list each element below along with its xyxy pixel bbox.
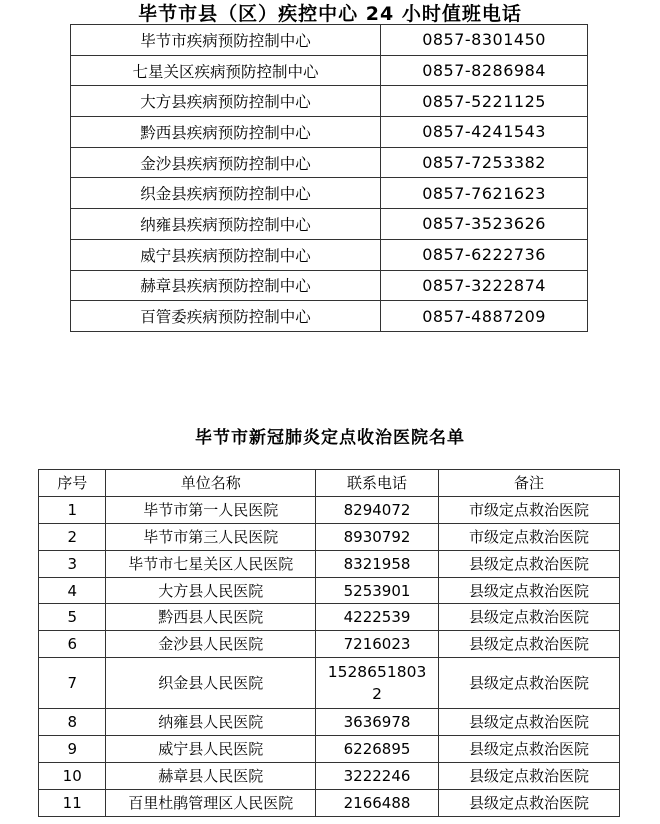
table-row <box>39 604 620 631</box>
row-note: 县级定点救治医院 <box>438 604 619 631</box>
cdc-phone: 0857-7621623 <box>381 178 588 209</box>
row-phone: 8930792 <box>316 523 439 550</box>
row-phone: 7216023 <box>316 631 439 658</box>
cdc-name: 七星关区疾病预防控制中心 <box>71 55 381 86</box>
header-unit: 单位名称 <box>106 470 316 497</box>
row-note: 县级定点救治医院 <box>438 709 619 736</box>
row-unit: 金沙县人民医院 <box>106 631 316 658</box>
row-phone: 5253901 <box>316 577 439 604</box>
table-row <box>39 709 620 736</box>
cdc-name: 大方县疾病预防控制中心 <box>71 86 381 117</box>
table-row <box>39 763 620 790</box>
row-unit: 织金县人民医院 <box>106 658 316 709</box>
row-note: 县级定点救治医院 <box>438 763 619 790</box>
row-phone: 4222539 <box>316 604 439 631</box>
cdc-phone: 0857-3222874 <box>381 270 588 301</box>
row-no: 10 <box>39 763 106 790</box>
cdc-name: 威宁县疾病预防控制中心 <box>71 239 381 270</box>
row-note: 县级定点救治医院 <box>438 658 619 709</box>
row-phone: 2166488 <box>316 789 439 816</box>
row-note: 县级定点救治医院 <box>438 631 619 658</box>
table-row <box>39 631 620 658</box>
row-note: 市级定点救治医院 <box>438 523 619 550</box>
table-row <box>71 239 588 270</box>
row-no: 8 <box>39 709 106 736</box>
row-no: 9 <box>39 736 106 763</box>
cdc-name: 毕节市疾病预防控制中心 <box>71 25 381 56</box>
table-row <box>39 523 620 550</box>
row-unit: 毕节市第一人民医院 <box>106 496 316 523</box>
table-row <box>39 496 620 523</box>
row-no: 1 <box>39 496 106 523</box>
row-no: 2 <box>39 523 106 550</box>
table-header-row <box>39 470 620 497</box>
row-unit: 威宁县人民医院 <box>106 736 316 763</box>
table-row <box>39 736 620 763</box>
cdc-phone: 0857-7253382 <box>381 147 588 178</box>
row-no: 7 <box>39 658 106 709</box>
row-unit: 纳雍县人民医院 <box>106 709 316 736</box>
row-phone <box>316 658 439 709</box>
row-phone: 8294072 <box>316 496 439 523</box>
row-unit: 毕节市七星关区人民医院 <box>106 550 316 577</box>
row-phone: 6226895 <box>316 736 439 763</box>
row-phone: 8321958 <box>316 550 439 577</box>
cdc-name: 纳雍县疾病预防控制中心 <box>71 209 381 240</box>
cdc-phone: 0857-3523626 <box>381 209 588 240</box>
cdc-hotline-title: 毕节市县（区）疾控中心 24 小时值班电话 <box>138 3 522 25</box>
table-row <box>39 658 620 709</box>
table-row <box>39 577 620 604</box>
table-row <box>39 789 620 816</box>
row-note: 市级定点救治医院 <box>438 496 619 523</box>
table-row <box>71 147 588 178</box>
row-no: 5 <box>39 604 106 631</box>
row-note: 县级定点救治医院 <box>438 789 619 816</box>
cdc-phone: 0857-5221125 <box>381 86 588 117</box>
row-no: 11 <box>39 789 106 816</box>
row-note: 县级定点救治医院 <box>438 736 619 763</box>
row-phone: 3636978 <box>316 709 439 736</box>
row-unit: 百里杜鹃管理区人民医院 <box>106 789 316 816</box>
table-row <box>39 550 620 577</box>
header-no: 序号 <box>39 470 106 497</box>
row-phone: 3222246 <box>316 763 439 790</box>
cdc-phone: 0857-4241543 <box>381 117 588 148</box>
row-unit: 黔西县人民医院 <box>106 604 316 631</box>
hospital-list-table <box>38 469 620 817</box>
cdc-phone: 0857-6222736 <box>381 239 588 270</box>
row-no: 6 <box>39 631 106 658</box>
row-no: 3 <box>39 550 106 577</box>
cdc-name: 赫章县疾病预防控制中心 <box>71 270 381 301</box>
cdc-name: 黔西县疾病预防控制中心 <box>71 117 381 148</box>
cdc-name: 金沙县疾病预防控制中心 <box>71 147 381 178</box>
header-phone: 联系电话 <box>316 470 439 497</box>
table-row <box>71 209 588 240</box>
row-unit: 毕节市第三人民医院 <box>106 523 316 550</box>
row-unit: 大方县人民医院 <box>106 577 316 604</box>
row-note: 县级定点救治医院 <box>438 577 619 604</box>
table-row <box>71 270 588 301</box>
row-note: 县级定点救治医院 <box>438 550 619 577</box>
cdc-phone: 0857-8286984 <box>381 55 588 86</box>
table-row <box>71 55 588 86</box>
cdc-name: 织金县疾病预防控制中心 <box>71 178 381 209</box>
cdc-hotline-table <box>70 24 588 332</box>
table-row <box>71 301 588 332</box>
hospital-list-title: 毕节市新冠肺炎定点收治医院名单 <box>195 428 465 448</box>
table-row <box>71 117 588 148</box>
cdc-phone: 0857-8301450 <box>381 25 588 56</box>
cdc-name: 百管委疾病预防控制中心 <box>71 301 381 332</box>
row-unit: 赫章县人民医院 <box>106 763 316 790</box>
table-row <box>71 86 588 117</box>
table-row <box>71 178 588 209</box>
row-no: 4 <box>39 577 106 604</box>
table-row <box>71 25 588 56</box>
row-phone-text: 15286518032 <box>327 663 427 704</box>
header-note: 备注 <box>438 470 619 497</box>
cdc-phone: 0857-4887209 <box>381 301 588 332</box>
